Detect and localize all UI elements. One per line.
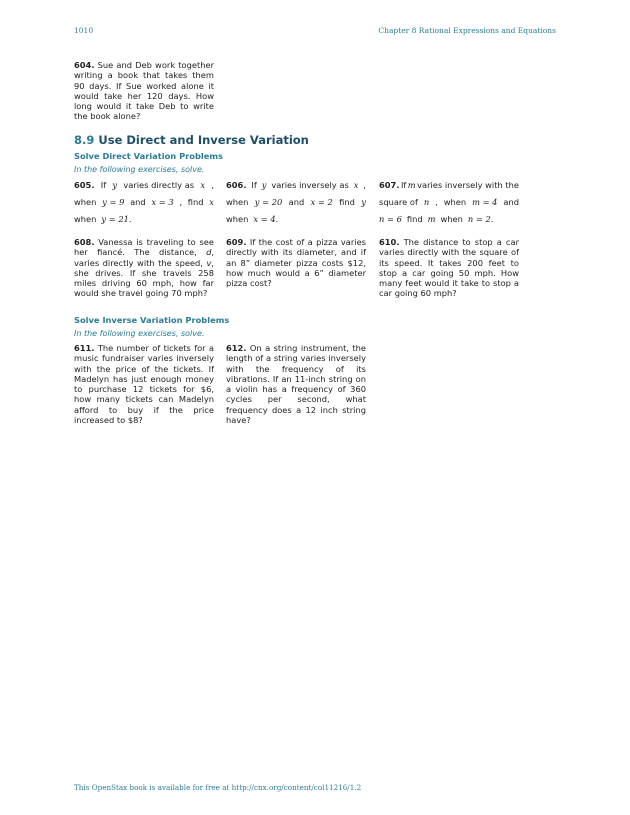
exercise-608 (74, 237, 214, 299)
var-x: x (200, 180, 206, 190)
exercise-number: 609. (226, 237, 247, 247)
var-y: y (261, 180, 267, 190)
exercise-text: On a string instrument, the length of a string varies inversely with the frequency of its vibrations. If an 11-inch string on a violin has a frequency of 360 cycles per second, what frequency does a 12 inch string have? (226, 343, 366, 426)
var-target: m (427, 214, 436, 224)
text-and: and (288, 197, 305, 207)
exercise-number: 604. (74, 60, 95, 70)
period: . (275, 214, 279, 224)
equation: n = 6 (379, 214, 402, 224)
exercise-number: 611. (74, 343, 95, 353)
text-when: when (74, 214, 97, 224)
exercise-number: 607. (379, 180, 400, 190)
text-and: and (503, 197, 519, 207)
text-square: square of (379, 197, 418, 207)
exercise-text: The distance to stop a car varies directly with the square of its speed. It takes 200 feet to stop a car going 50 mph. How many feet would it take to stop a car going 60 mph? (379, 237, 519, 299)
section-title (74, 133, 309, 147)
exercise-605: 605. If y varies directly as x , when y = 9 and x = 3 , find x when y = 21. (74, 177, 214, 228)
period: . (128, 214, 132, 224)
var-y: y (112, 180, 118, 190)
exercise-number: 610. (379, 237, 400, 247)
text-when: when (226, 214, 249, 224)
section-heading: Use Direct and Inverse Variation (98, 133, 309, 147)
var-v: v (206, 257, 212, 268)
exercise-607: 607. If m varies inversely with the square of n , when m = 4 and n = 6 find m when n = 2. (379, 177, 519, 228)
chapter-title: Chapter 8 Rational Expressions and Equations (378, 26, 556, 35)
equation: x = 3 (151, 197, 174, 207)
text-varies: varies directly as (123, 180, 195, 190)
text-find: find (406, 214, 423, 224)
var-target: x (209, 197, 214, 207)
text-when: when (443, 197, 467, 207)
text-if: If (251, 180, 257, 190)
exercise-number: 612. (226, 343, 247, 353)
period: . (490, 214, 494, 224)
exercise-609 (226, 237, 366, 288)
subsection-direct: Solve Direct Variation Problems (74, 151, 223, 161)
exercise-611 (74, 343, 214, 425)
text-find: find (187, 197, 204, 207)
var-d: d (206, 247, 212, 258)
equation: y = 9 (102, 197, 125, 207)
exercise-612 (226, 343, 366, 425)
instructions-direct: In the following exercises, solve. (74, 165, 205, 174)
subsection-inverse: Solve Inverse Variation Problems (74, 315, 230, 325)
section-number: 8.9 (74, 133, 95, 147)
equation: y = 20 (254, 197, 283, 207)
equation: x = 4 (253, 214, 276, 224)
exercise-text: , varies directly with the speed, (74, 247, 214, 268)
text-when: when (226, 197, 249, 207)
footer-note: This OpenStax book is available for free at http://cnx.org/content/col11216/1.2 (74, 783, 362, 792)
exercise-text: Vanessa is traveling to see her fiancé. The distance, (74, 237, 214, 258)
exercise-text: The number of tickets for a music fundraiser varies inversely with the price of the tickets. If Madelyn has just enough money to purchase 12 tickets for $6, how many tickets can Madelyn afford to buy if the price increased to $8? (74, 343, 214, 426)
text-varies: varies inversely with the (417, 180, 519, 190)
equation: m = 4 (472, 197, 498, 207)
instructions-inverse: In the following exercises, solve. (74, 329, 205, 338)
text-if: If (400, 180, 407, 190)
text-varies: varies inversely as (271, 180, 349, 190)
exercise-number: 605. (74, 180, 95, 190)
text-find: find (339, 197, 355, 207)
text-when: when (74, 197, 97, 207)
equation: y = 21 (101, 214, 129, 224)
var-n: n (423, 197, 430, 207)
var-x: x (353, 180, 359, 190)
var-target: y (361, 197, 366, 207)
text-if: If (100, 180, 107, 190)
var-m: m (407, 180, 416, 190)
equation: x = 2 (310, 197, 333, 207)
equation: n = 2 (467, 214, 491, 224)
exercise-604 (74, 60, 214, 122)
text-when: when (440, 214, 463, 224)
exercise-text: , she drives. If she travels 258 miles driving 60 mph, how far would she travel going 70 mph? (74, 257, 215, 299)
exercise-text: Sue and Deb work together writing a book that takes them 90 days. If Sue worked alone it would take her 120 days. How long would it take Deb to write the book alone? (74, 60, 214, 122)
text-and: and (130, 197, 146, 207)
exercise-number: 608. (74, 237, 95, 247)
exercise-606: 606. If y varies inversely as x , when y = 20 and x = 2 find y when x = 4. (226, 177, 366, 228)
exercise-text: If the cost of a pizza varies directly with its diameter, and if an 8” diameter pizza costs $12, how much would a 6” diameter pizza cost? (226, 237, 366, 289)
exercise-610 (379, 237, 519, 299)
page-number: 1010 (74, 26, 94, 35)
exercise-number: 606. (226, 180, 247, 190)
